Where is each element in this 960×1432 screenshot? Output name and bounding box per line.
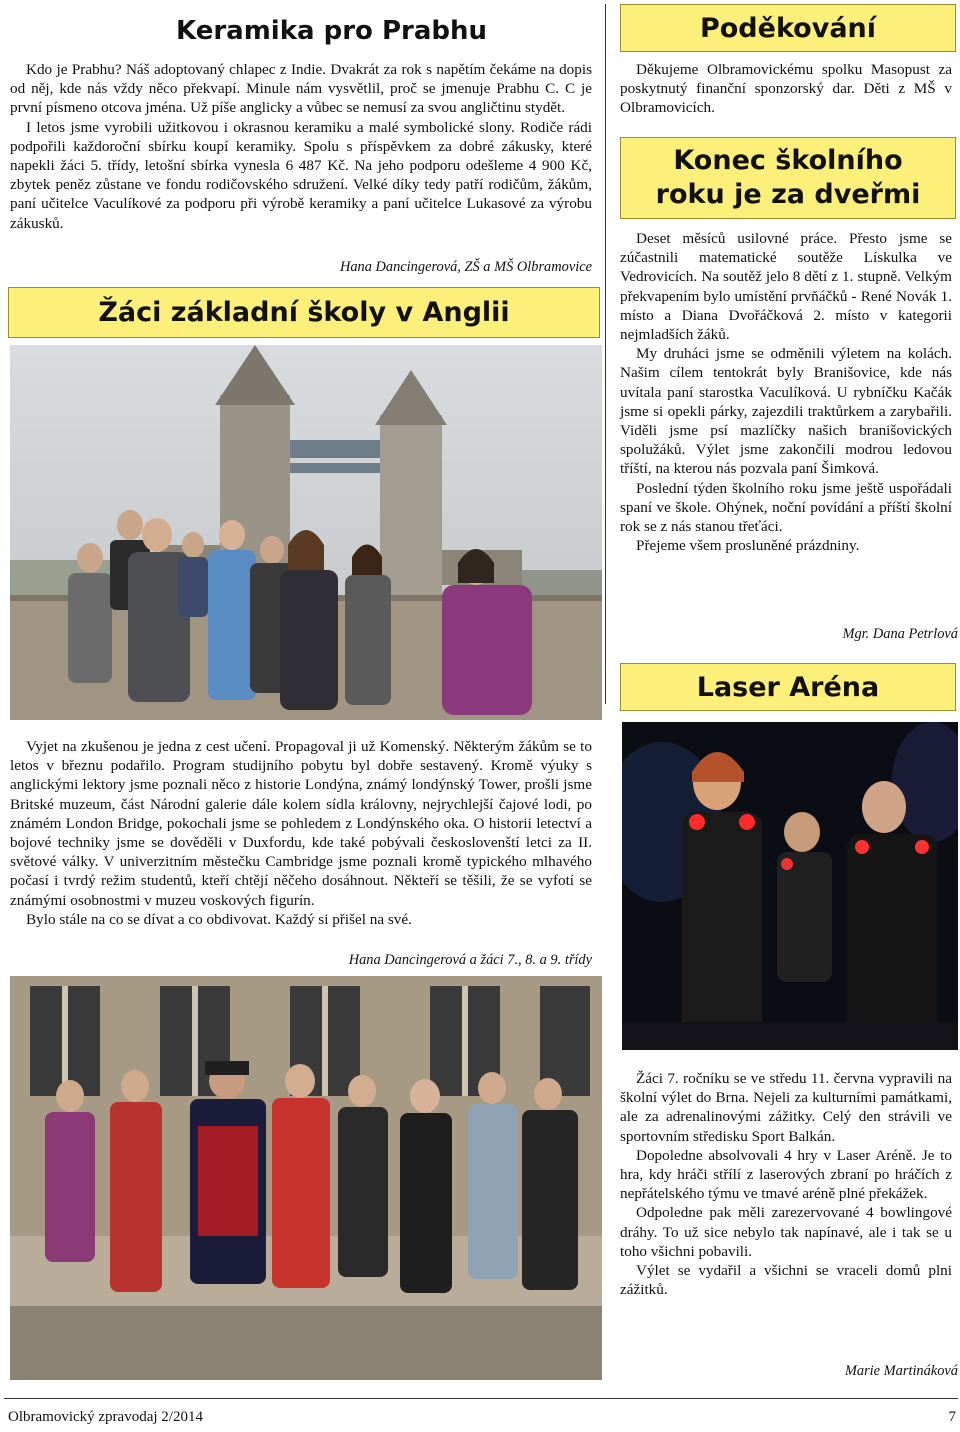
anglie-signature: Hana Dancingerová a žáci 7., 8. a 9. třídy [348, 952, 592, 968]
footer-page-number: 7 [948, 1409, 956, 1425]
footer-rule [4, 1398, 958, 1399]
keramika-paragraph-1: Kdo je Prabhu? Náš adoptovaný chlapec z Indie. Dvakrát za rok s napětím čekáme na dopis od něj, kde nás vždy něco překvapí. Minule nám vysvětlil, proč se jmenuje Prabhu C. C je první písmeno otcova jména. Už píše anglicky a vůbec se nemusí za svou angličtinu stydět. [10, 61, 592, 117]
tower-bridge-group-photo-graphic [10, 345, 602, 720]
footer-publication: Olbramovický zpravodaj 2/2014 [8, 1409, 203, 1425]
anglie-title: Žáci základní školy v Anglii [98, 297, 510, 328]
laser-signature: Marie Martináková [844, 1363, 958, 1379]
laser-body [620, 1069, 952, 1299]
konec-paragraph-4: Přejeme všem prosluněné prázdniny. [636, 537, 860, 555]
keramika-paragraph-2: I letos jsme vyrobili užitkovou i okrasnou keramiku a malé symbolické slony. Rodiče rádi podpořili každoroční sbírku koupí keramiky. Spolu s příspěvkem za dobré zákusky, které napekli žáci 5. třídy, letošní sbírka vynesla 6 487 Kč. Na jeho podporu odešleme 4 900 Kč, zbytek peněz zůstane ve fondu rodičovského sdružení. Velké díky tedy patří rodičům, žákům, paní učitelce Vaculíkové za podporu při výrobě keramiky a paní učitelce Lukasové za výrobu zákusků. [10, 118, 592, 232]
laser-arena-photo [622, 722, 958, 1050]
laser-arena-photo-graphic [622, 722, 958, 1050]
podekovani-paragraph-1: Děkujeme Olbramovickému spolku Masopust za poskytnutý finanční sponzorský dar. Děti z MŠ v Olbramovicích. [620, 61, 952, 117]
konec-title-line-1: Konec školního [673, 145, 903, 176]
laser-paragraph-3: Odpoledne pak měli zarezervované 4 bowlingové dráhy. To už sice nebylo tak napínavé, ale i tak se u toho všichni pobavili. [620, 1204, 952, 1260]
laser-paragraph-2: Dopoledne absolvovali 4 hry v Laser Aréně. Je to hra, kdy hráči střílí z laserových zbraní po hráčích z nepřátelského týmu ve tmavé aréně plné překážek. [620, 1146, 952, 1203]
konec-signature: Mgr. Dana Petrlová [842, 626, 958, 642]
konec-paragraph-1: Deset měsíců usilovné práce. Přesto jsme se zúčastnili matematické soutěže Lískulka ve Vedrovicích. Na soutěž jelo 8 dětí z 1. stupně. Velkým překvapením bylo umístění prvňáčků - René Novák 1. místo a Diana Dvořáčková 2. místo v kategorii nejmladších žáků. [620, 230, 952, 344]
konec-paragraph-2: My druháci jsme se odměnili výletem na kolách. Našim cílem tentokrát byly Branišovice, kde nás uvítala paní starostka Vaculíková. U rybníčku Kačák jsme si opekli párky, zajezdili traktůrkem a zarybařili. Viděli jsme psí mazlíčky našich branišovických spolužáků. Výlet jsme zakončili modrou ledovou tříští, na kterou nás pozvala paní Šimková. [620, 345, 952, 478]
beefeater-group-photo-graphic [10, 976, 602, 1380]
anglie-body [10, 737, 592, 929]
podekovani-body [620, 60, 952, 118]
laser-paragraph-1: Žáci 7. ročníku se ve středu 11. června vypravili na školní výlet do Brna. Nejeli za kulturními památkami, ale za adrenalinovými zážitky. Celý den strávili ve sportovním středisku Sport Balkán. [620, 1070, 952, 1145]
podekovani-title-banner [620, 4, 956, 52]
konec-title-line-2: roku je za dveřmi [655, 179, 921, 210]
anglie-paragraph-1: Vyjet na zkušenou je jedna z cest učení. Propagoval ji už Komenský. Některým žákům se to letos v březnu podařilo. Program studijního pobytu byl dobře sestavený. Kromě výuky s anglickými lektory jsme poznali něco z historie Londýna, známý londýnský Tower, prošli jsme Britské muzeum, část Národní galerie dále kolem sídla královny, nejrychlejší čajové lodi, po známém London Bridge, pokochali jsme se pohledem z Londýnského oka. O historii letectví a bojové techniky jsme se dověděli v Duxfordu, kde také pobývali českoslovenští letci za II. světové války. V univerzitním městečku Cambridge jsme poznali kromě typického mlhavého počasí i tvrdý režim studentů, kteří chtějí něčeho dosáhnout. Někteří se těšili, že se vyfotí se známými osobnostmi v muzeu voskových figurín. [10, 738, 592, 909]
anglie-paragraph-2: Bylo stále na co se dívat a co obdivovat. Každý si přišel na své. [26, 910, 412, 928]
podekovani-title: Poděkování [699, 12, 877, 44]
keramika-title-banner [8, 8, 602, 54]
keramika-signature: Hana Dancingerová, ZŠ a MŠ Olbramovice [339, 259, 592, 275]
column-divider [605, 4, 606, 704]
keramika-title: Keramika pro Prabhu [176, 16, 487, 46]
laser-title-banner [620, 663, 956, 711]
laser-title: Laser Aréna [696, 671, 880, 703]
laser-paragraph-4: Výlet se vydařil a všichni se vraceli domů plni zážitků. [620, 1262, 952, 1299]
anglie-title-banner [8, 287, 600, 338]
keramika-body [10, 60, 592, 233]
tower-bridge-group-photo [10, 345, 602, 720]
konec-paragraph-3: Poslední týden školního roku jsme ještě uspořádali spaní ve škole. Ohýnek, noční povídání a příští školní rok se z nás stanou třeťáci. [620, 479, 952, 536]
konec-body [620, 229, 952, 555]
beefeater-group-photo [10, 976, 602, 1380]
konec-title-banner [620, 137, 956, 219]
